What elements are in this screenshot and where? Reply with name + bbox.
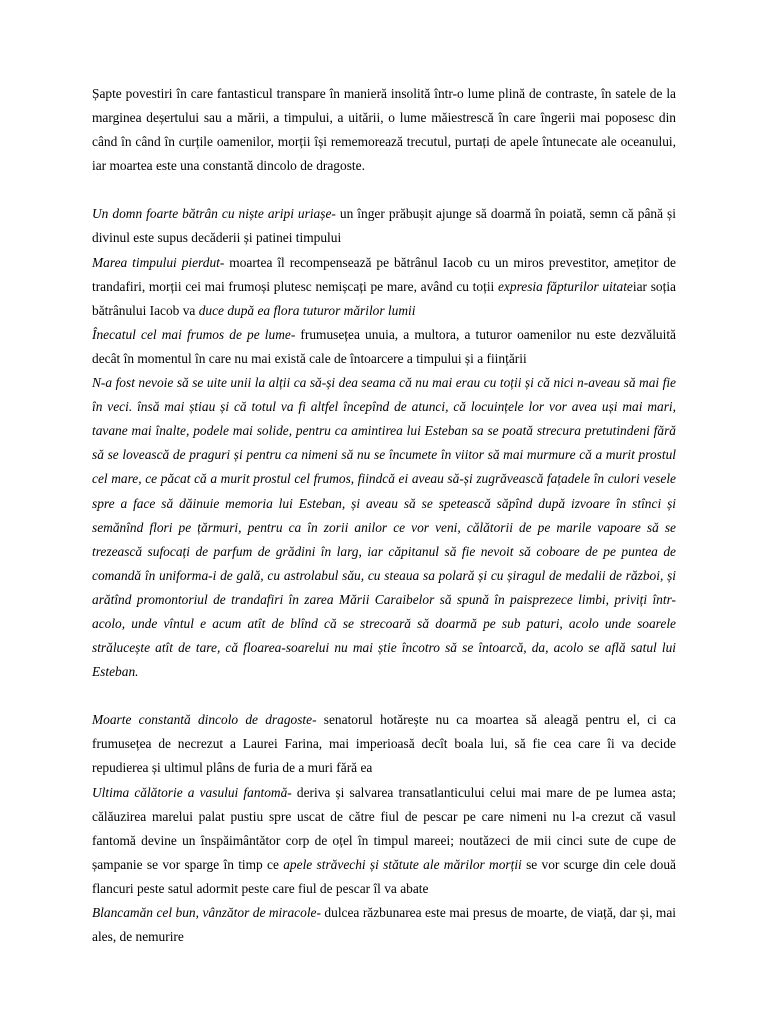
story-text-4: - senatorul hotărește nu ca moartea să aleagă pentru el, ci ca frumusețea de necrezut a Laurei Farina, mai imperioasă decît boala lui, să fie cea care îi va decide repudierea și ultimul plâns de furia de a muri fără ea	[92, 712, 676, 776]
story-entry-4	[92, 708, 676, 780]
story-text-1: - un înger prăbușit ajunge să doarmă în poiată, semn că până și divinul este supus decăderii și patinei timpului	[92, 206, 676, 246]
document-page	[92, 82, 676, 949]
story-entry-5	[92, 781, 676, 901]
story-text-2b: iar soția bătrânului Iacob va	[92, 278, 676, 318]
story-entry-1	[92, 202, 676, 250]
story-title-4: Moarte constantă dincolo de dragoste	[92, 712, 313, 728]
story-title-2: Marea timpului pierdut	[92, 254, 220, 270]
story-text-5a: - deriva și salvarea transatlanticului celui mai mare de pe lumea asta; călăuzirea marelui palat pustiu spre uscat de către fiul de pescar pe care nimeni nu l-a crezut că vasul fantomă devine un înspăimântător corp de oțel în timpul mareei; noutăzeci de mii cinci sute de cupe de șampanie se vor sparge în timp ce	[92, 784, 676, 872]
story-title-1: Un domn foarte bătrân cu niște aripi uriașe	[92, 206, 332, 222]
story-italic-5: apele străvechi și stătute ale mărilor morții	[283, 856, 522, 872]
story-entry-3	[92, 323, 676, 371]
story-entry-6	[92, 901, 676, 949]
story-title-3: Înecatul cel mai frumos de pe lume	[92, 326, 291, 342]
paragraph-spacer	[92, 684, 676, 708]
story-italic-2a: expresia făpturilor uitate	[497, 278, 633, 294]
story-italic-2b: duce după ea flora tuturor mărilor lumii	[198, 302, 416, 318]
story-quote-text: N-a fost nevoie să se uite unii la alții ca să-și dea seama că nu mai erau cu toții și că nici n-aveau să mai fie în veci. însă mai știau și că totul va fi altfel începînd de atunci, că locuințele lor vor avea uși mai mari, tavane mai înalte, podele mai solide, pentru ca amintirea lui Esteban sa se poată strecura pretutindeni fără să se lovească de praguri și pentru ca nimeni să nu se încumete în viitor să mai murmure că a murit prostul cel mare, ce păcat că a murit prostul cel frumos, fiindcă ei aveau să-și zugrăvească fațadele în culori vesele spre a face să dăinuie memoria lui Esteban, și aveau să se spetească săpînd după izvoare în stînci și semănînd flori pe țărmuri, pentru ca în zorii anilor ce vor veni, călătorii de pe marile vapoare să se trezească sufocați de parfum de grădini în larg, iar căpitanul să fie nevoit să coboare de pe puntea de comandă în uniforma-i de gală, cu astrolabul său, cu steaua sa polară și cu șiragul de medalii de război, și arătînd promontoriul de trandafiri în zarea Mării Caraibelor să spună în paisprezece limbi, priviți într-acolo, unde vîntul e acum atît de blînd că se strecoară să doarmă pe sub paturi, acolo unde soarele strălucește atît de tare, că floarea-soarelui nu mai știe încotro să se întoarcă, da, acolo se află satul lui Esteban.	[92, 375, 676, 680]
story-quote-3	[92, 371, 676, 684]
intro-paragraph	[92, 82, 676, 178]
story-entry-2	[92, 251, 676, 323]
paragraph-spacer	[92, 178, 676, 202]
story-title-6: Blancamăn cel bun, vânzător de miracole	[92, 905, 317, 920]
story-text-3: - frumusețea unuia, a multora, a tuturor oamenilor nu este dezvăluită decât în momentul în care nu mai există cale de întoarcere a timpului și a ființării	[92, 326, 676, 366]
story-text-2a: - moartea îl recompensează pe bătrânul Iacob cu un miros prevestitor, amețitor de trandafiri, morții cei mai frumoși plutesc nemișcați pe mare, având cu toții	[92, 254, 676, 294]
story-text-5b: se vor scurge din cele două flancuri peste satul adormit peste care fiul de pescar îl va abate	[92, 856, 676, 896]
intro-text: Șapte povestiri în care fantasticul transpare în manieră insolită într-o lume plină de contraste, în satele de la marginea deșertului sau a mării, a timpului, a uitării, o lume măiestrescă în care îngerii mai poposesc din când în când în curțile oamenilor, morții își rememorează trecutul, purtați de apele întunecate ale oceanului, iar moartea este una constantă dincolo de dragoste.	[92, 86, 676, 174]
story-title-5: Ultima călătorie a vasului fantomă	[92, 784, 288, 800]
story-text-6: - dulcea răzbunarea este mai presus de moarte, de viață, dar și, mai ales, de nemurire	[92, 905, 677, 945]
